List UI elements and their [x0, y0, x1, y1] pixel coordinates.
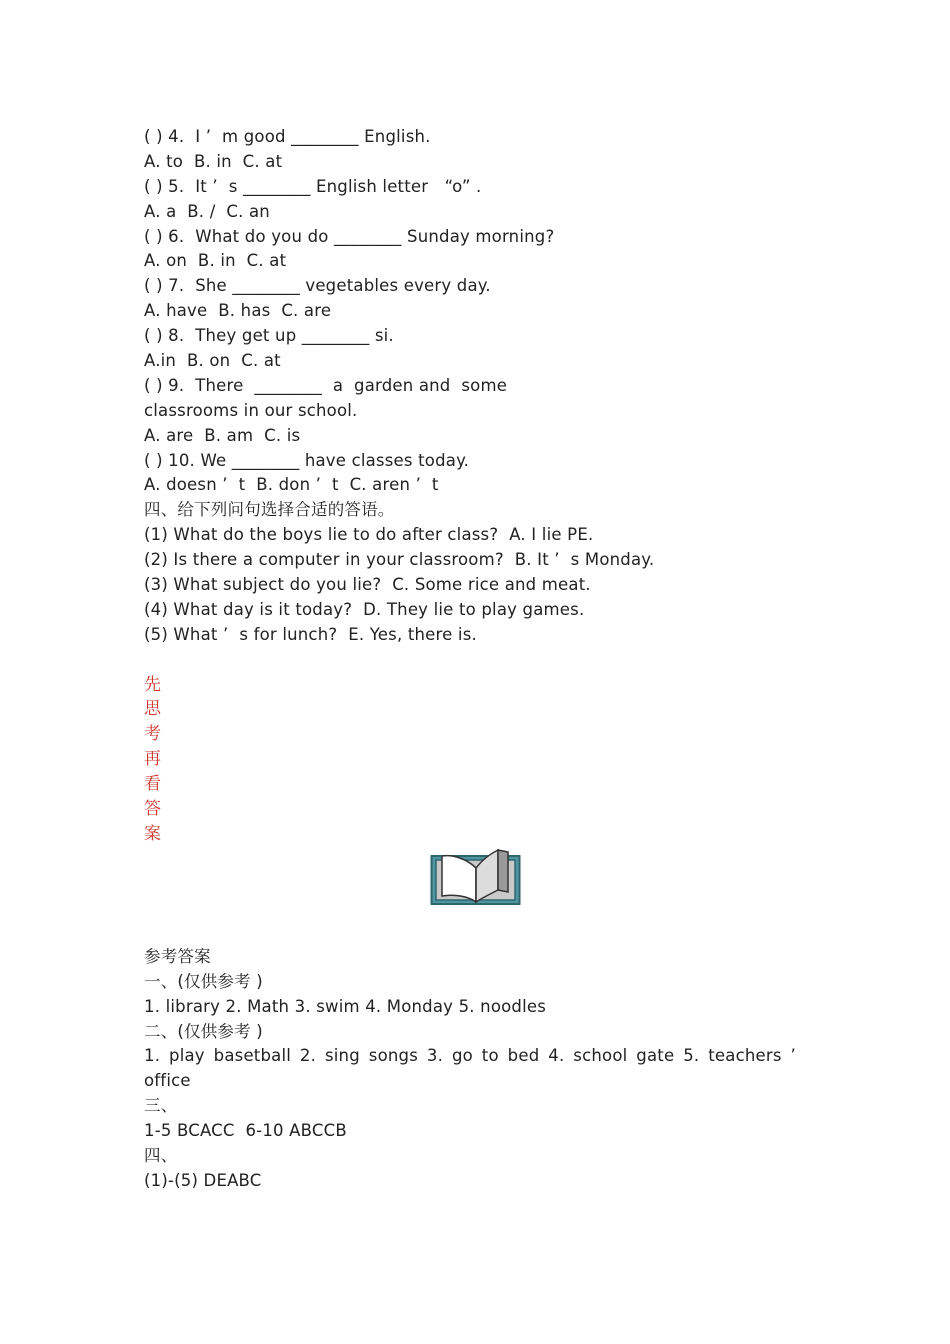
question-10 [144, 449, 804, 499]
question-7 [144, 274, 804, 324]
question-stem: ( ) 7. She ________ vegetables every day. [144, 276, 491, 296]
question-options: A. to B. in C. at [144, 151, 283, 171]
answer-heading-2: 二、(仅供参考 ) [144, 1021, 263, 1041]
answer-heading-3: 三、 [144, 1096, 178, 1116]
question-options: A.in B. on C. at [144, 351, 281, 371]
question-stem-continued: classrooms in our school. [144, 400, 358, 420]
answer-part-4: (1)-(5) DEABC [144, 1170, 262, 1190]
matching-item: (1) What do the boys lie to do after class? A. I lie PE. [144, 525, 594, 545]
question-stem: ( ) 5. It ’ s ________ English letter “o” . [144, 176, 482, 196]
matching-item: (2) Is there a computer in your classroom? B. It ’ s Monday. [144, 550, 655, 570]
matching-item: (5) What ’ s for lunch? E. Yes, there is. [144, 624, 477, 644]
question-stem: ( ) 4. I ’ m good ________ English. [144, 127, 431, 146]
document-page [144, 125, 804, 1194]
answer-part-1: 1. library 2. Math 3. swim 4. Monday 5. noodles [144, 996, 547, 1016]
question-6 [144, 225, 804, 275]
prompt-char: 看 [144, 774, 161, 795]
question-stem: ( ) 9. There ________ a garden and some [144, 375, 508, 395]
prompt-char: 再 [144, 749, 161, 770]
answer-title: 参考答案 [144, 946, 211, 966]
question-stem: ( ) 10. We ________ have classes today. [144, 450, 470, 470]
question-options: A. are B. am C. is [144, 425, 301, 445]
question-8 [144, 324, 804, 374]
prompt-char: 思 [144, 699, 161, 720]
matching-item: (4) What day is it today? D. They lie to play games. [144, 599, 585, 619]
question-stem: ( ) 8. They get up ________ si. [144, 326, 394, 346]
answer-key [144, 945, 804, 1194]
question-stem: ( ) 6. What do you do ________ Sunday morning? [144, 226, 555, 246]
open-book-icon [430, 846, 522, 906]
matching-item: (3) What subject do you lie? C. Some rice and meat. [144, 575, 591, 595]
answer-part-3: 1-5 BCACC 6-10 ABCCB [144, 1121, 347, 1141]
vertical-prompt [144, 673, 168, 847]
section-4 [144, 498, 804, 647]
question-options: A. have B. has C. are [144, 301, 332, 321]
answer-heading-4: 四、 [144, 1145, 178, 1165]
section-heading: 四、给下列问句选择合适的答语。 [144, 500, 395, 520]
question-options: A. doesn ’ t B. don ’ t C. aren ’ t [144, 475, 439, 495]
prompt-char: 案 [144, 823, 161, 844]
question-options: A. a B. / C. an [144, 201, 270, 221]
prompt-char: 先 [144, 674, 161, 695]
answer-part-2: 1. play basetball 2. sing songs 3. go to bed 4. school gate 5. teachers ’ office [144, 1046, 796, 1091]
prompt-char: 考 [144, 724, 161, 745]
answer-heading-1: 一、(仅供参考 ) [144, 971, 263, 991]
question-9 [144, 374, 804, 449]
prompt-char: 答 [144, 799, 161, 820]
question-4 [144, 125, 804, 175]
question-5 [144, 175, 804, 225]
question-options: A. on B. in C. at [144, 251, 287, 271]
